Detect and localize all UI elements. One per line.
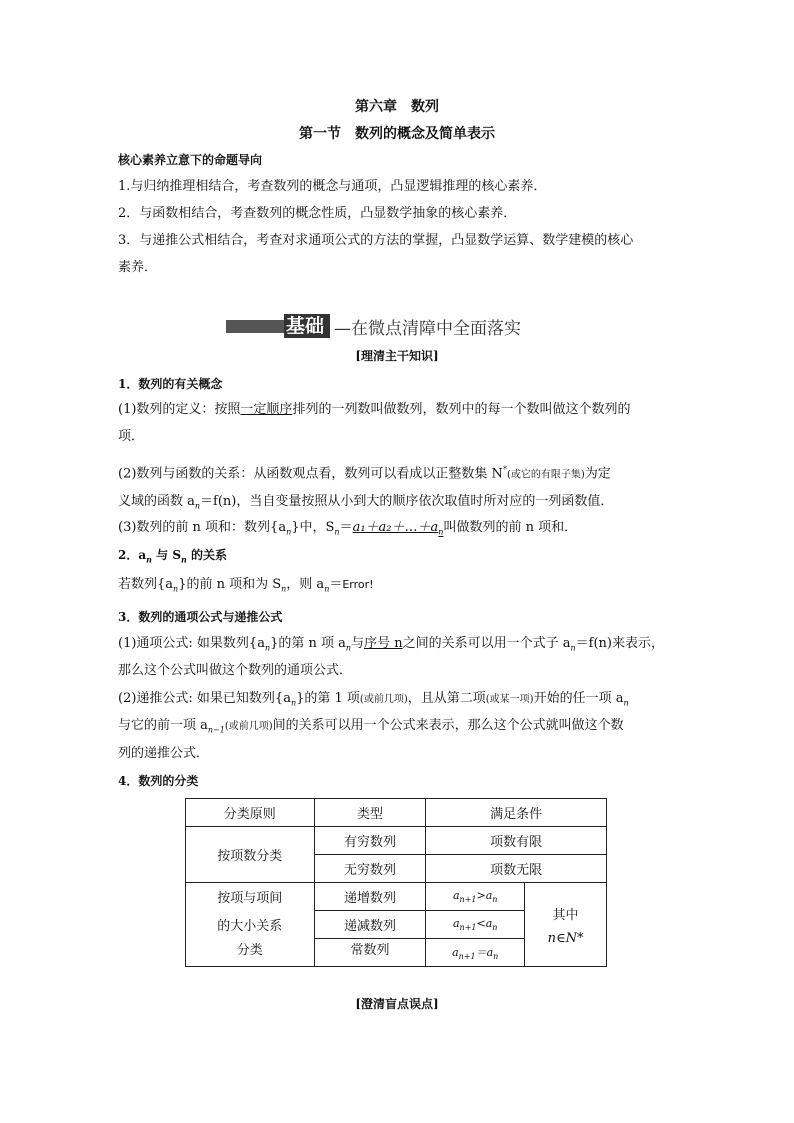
orientation-item-2: 2．与函数相结合，考查数列的概念性质，凸显数学抽象的核心素养． [118,206,517,221]
table-cell-group2-line3: 分类 [186,939,315,967]
table-header-cell: 满足条件 [426,799,607,827]
s4-title: 4．数列的分类 [118,774,199,788]
orientation-item-1: 1.与归纳推理相结合，考查数列的概念与通项，凸显逻辑推理的核心素养． [118,179,547,194]
table-cell-group2-line2: 的大小关系 [186,911,315,939]
orientation-item-3: 3．与递推公式相结合，考查对求通项公式的方法的掌握，凸显数学运算、数学建模的核心 [118,233,634,248]
subheading-main-knowledge: [理清主干知识] [355,349,439,363]
subheading-blind-spots: [澄清盲点误点] [355,997,439,1011]
table-header-row [186,799,607,827]
s3-p2-cont: 与它的前一项 $a_{n-1}$(或前几项)间的关系可以用一个公式来表示，那么这个公式就叫做这个数 [118,718,624,735]
table-cell-condition: $a_{n+1}<a_n$ [426,911,525,939]
table-row [186,883,607,911]
table-cell: 常数列 [314,939,426,967]
table-cell: 有穷数列 [314,827,426,855]
s3-title: 3．数列的通项公式与递推公式 [118,610,283,624]
table-cell-note: 其中 n∈N* [525,883,607,967]
banner-bar [226,320,284,333]
s1-title: 1．数列的有关概念 [118,377,223,391]
banner-sub: —在微点清障中全面落实 [334,318,522,339]
s2-title: 2．$a_n$ 与 $S_n$ 的关系 [118,548,228,565]
table-cell: 递减数列 [314,911,426,939]
classification-table [185,798,607,967]
table-cell: 无穷数列 [314,855,426,883]
orientation-item-4: 素养． [118,260,158,275]
table-cell: 递增数列 [314,883,426,911]
banner-main: 基础 [284,314,330,338]
table-cell-group2-line1: 按项与项间 [186,883,315,911]
s1-p2: (2)数列与函数的关系：从函数观点看，数列可以看成以正整数集 N*(或它的有限子集)为定 [118,465,611,482]
section-banner [226,314,521,338]
table-row [186,827,607,855]
table-cell-group1: 按项数分类 [186,827,315,883]
s3-p1-cont: 那么这个公式叫做这个数列的通项公式． [118,663,353,678]
table-header-cell: 类型 [314,799,426,827]
s3-p2-end: 列的递推公式． [118,746,210,761]
table-cell-condition: $a_{n+1}=a_n$ [426,939,525,967]
chapter-title: 第六章 数列 [355,99,439,115]
orientation-heading: 核心素养立意下的命题导向 [118,153,263,167]
table-cell-condition: $a_{n+1}>a_n$ [426,883,525,911]
s1-p1-cont: 项． [118,429,145,444]
s3-p1: (1)通项公式: 如果数列$\{a_n\}$的第 n 项 $a_n$与序号 n之间的关系可以用一个式子 $a_n=f(n)$来表示， [118,636,664,653]
s1-p1: (1)数列的定义：按照一定顺序排列的一列数叫做数列，数列中的每一个数叫做这个数列的 [118,402,631,417]
s1-p3: (3)数列的前 n 项和：数列$\{a_n\}$中，$S_n=a_1+a_2+\dots+a_n$叫做数列的前 n 项和． [118,520,578,537]
s3-p2: (2)递推公式: 如果已知数列$\{a_n\}$的第 1 项(或前几项)，且从第二项(或某一项)开始的任一项 $a_n$ [118,691,629,708]
s1-p2-cont: 义域的函数 $a_n=f(n)$，当自变量按照从小到大的顺序依次取值时所对应的一列函数值． [118,494,614,511]
table-header-cell: 分类原则 [186,799,315,827]
section-title: 第一节 数列的概念及简单表示 [299,126,495,142]
s2-p1: 若数列$\{a_n\}$的前 n 项和为 $S_n$，则 $a_n=Error$! [118,577,374,594]
table-cell: 项数无限 [426,855,607,883]
table-cell: 项数有限 [426,827,607,855]
